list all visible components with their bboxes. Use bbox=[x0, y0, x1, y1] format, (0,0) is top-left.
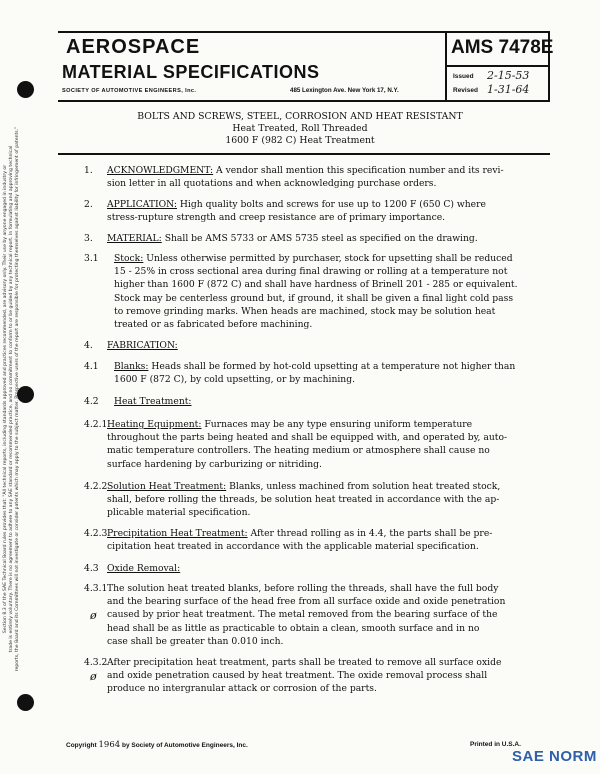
side-disclaimer-line: trade is entirely voluntary. There is no agreement to adhere to any SAE standard or recommended practice, and no commitment to conform to or be guided by any technical report. In formulating and approving technical bbox=[9, 145, 14, 653]
section-text: Stock may be centerless ground but, if ground, it shall be given a final light cold pass bbox=[114, 292, 514, 304]
section-text: High quality bolts and screws for use up to 1200 F (650 C) where bbox=[179, 199, 486, 210]
section-text: matic temperature controllers. The heating medium or atmosphere shall cause no bbox=[107, 445, 490, 457]
spec-number: AMS 7478E bbox=[451, 37, 554, 58]
side-disclaimer-line: reports, the Board and its Committees will not investigate or consider patents which may apply to the subject matter. Prospective users of the report are responsible for protecting themselves against liability for infringement of patents." bbox=[15, 126, 20, 672]
spec-number-box bbox=[445, 31, 554, 67]
revision-mark-icon: ø bbox=[90, 670, 97, 683]
section-text: case shall be greater than 0.010 inch. bbox=[107, 635, 284, 647]
revised-label: Revised bbox=[453, 87, 478, 94]
side-disclaimer bbox=[3, 79, 27, 719]
section-text: Furnaces may be any type ensuring uniform temperature bbox=[204, 419, 473, 430]
section-stock bbox=[114, 252, 564, 331]
section-oxide-removal-parts bbox=[107, 656, 567, 696]
section-precipitation-heat-treatment bbox=[107, 527, 557, 553]
section-heading: APPLICATION: bbox=[107, 199, 177, 210]
section-number: 4.3 bbox=[84, 563, 99, 574]
section-text: throughout the parts being heated and shall be equipped with, and operated by, auto- bbox=[107, 432, 508, 444]
document-title-line3: 1600 F (982 C) Heat Treatment bbox=[225, 135, 375, 146]
section-text: The solution heat treated blanks, before rolling the threads, shall have the full body bbox=[107, 583, 499, 594]
printed-notice: Printed in U.S.A. bbox=[470, 741, 521, 748]
section-number: 4.2.3 bbox=[84, 528, 108, 539]
section-text: and oxide penetration caused by heat treatment. The oxide removal process shall bbox=[107, 670, 488, 682]
document-title-line2: Heat Treated, Roll Threaded bbox=[232, 123, 368, 134]
section-number: 4.1 bbox=[84, 361, 99, 372]
issued-date: 2-15-53 bbox=[487, 69, 530, 82]
section-text: Blanks, unless machined from solution heat treated stock, bbox=[229, 481, 501, 492]
section-number: 4.2.2 bbox=[84, 481, 108, 492]
header bbox=[58, 32, 445, 100]
title-rule bbox=[58, 153, 550, 155]
section-heading: Heat Treatment: bbox=[114, 396, 192, 407]
revised-date: 1-31-64 bbox=[487, 83, 530, 96]
section-text: sion letter in all quotations and when acknowledging purchase orders. bbox=[107, 178, 437, 190]
section-text: higher than 1600 F (872 C) and shall have hardness of Brinell 201 - 285 or equivalent. bbox=[114, 279, 518, 291]
section-material bbox=[107, 232, 557, 245]
section-text: and the bearing surface of the head free from all surface oxide and oxide penetration bbox=[107, 596, 506, 608]
section-text: Unless otherwise permitted by purchaser, stock for upsetting shall be reduced bbox=[146, 253, 513, 264]
section-number: 3. bbox=[84, 233, 93, 244]
section-acknowledgment bbox=[107, 164, 557, 190]
section-text: treated or as fabricated before machining. bbox=[114, 319, 313, 331]
section-text: After precipitation heat treatment, parts shall be treated to remove all surface oxide bbox=[107, 657, 502, 668]
section-text: 1600 F (872 C), by cold upsetting, or by machining. bbox=[114, 374, 356, 386]
date-box bbox=[445, 67, 550, 101]
section-number: 4.3.2 bbox=[84, 657, 108, 668]
section-oxide-removal bbox=[107, 562, 180, 575]
section-text: Heads shall be formed by hot-cold upsetting at a temperature not higher than bbox=[151, 361, 516, 372]
section-heading: Blanks: bbox=[114, 361, 149, 372]
section-text: to remove grinding marks. When heads are machined, stock may be solution heat bbox=[114, 305, 496, 317]
society-name: SOCIETY OF AUTOMOTIVE ENGINEERS, Inc. bbox=[62, 88, 197, 94]
section-text: cipitation heat treated in accordance with the applicable material specification. bbox=[107, 541, 479, 553]
section-number: 4.3.1 bbox=[84, 583, 108, 594]
section-text: surface hardening by carburizing or nitriding. bbox=[107, 458, 322, 470]
section-heating-equipment bbox=[107, 418, 557, 471]
section-heading: MATERIAL: bbox=[107, 233, 162, 244]
section-heading: Heating Equipment: bbox=[107, 419, 202, 430]
society-address: 485 Lexington Ave. New York 17, N.Y. bbox=[290, 87, 399, 94]
section-blanks bbox=[114, 360, 564, 386]
section-text: After thread rolling as in 4.4, the parts shall be pre- bbox=[250, 528, 493, 539]
document-title-line1: BOLTS AND SCREWS, STEEL, CORROSION AND HEAT RESISTANT bbox=[137, 111, 463, 122]
copyright-notice bbox=[66, 740, 248, 750]
section-number: 4.2.1 bbox=[84, 419, 108, 430]
section-number: 3.1 bbox=[84, 253, 99, 264]
section-text: produce no intergranular attack or corrosion of the parts. bbox=[107, 683, 377, 695]
header-title-line2: MATERIAL SPECIFICATIONS bbox=[62, 62, 320, 82]
section-heat-treatment bbox=[114, 395, 192, 408]
document-title bbox=[110, 111, 490, 147]
section-text: A vendor shall mention this specification number and its revi- bbox=[216, 165, 504, 176]
copyright-owner: by Society of Automotive Engineers, Inc. bbox=[121, 742, 248, 749]
section-text: shall, before rolling the threads, be solution heat treated in accordance with the ap- bbox=[107, 494, 500, 506]
section-heading: Oxide Removal: bbox=[107, 563, 181, 574]
section-text: head shall be as little as practicable to obtain a clean, smooth surface and in no bbox=[107, 622, 480, 634]
revision-mark-icon: ø bbox=[90, 609, 97, 622]
section-text: caused by prior heat treatment. The metal removed from the bearing surface of the bbox=[107, 609, 498, 621]
header-title-line1: AEROSPACE bbox=[66, 36, 201, 58]
copyright-label: Copyright bbox=[66, 742, 97, 749]
section-oxide-removal-blanks bbox=[107, 582, 567, 648]
section-text: Shall be AMS 5733 or AMS 5735 steel as specified on the drawing. bbox=[164, 233, 478, 244]
section-text: stress-rupture strength and creep resistance are of primary importance. bbox=[107, 212, 446, 224]
section-heading: Stock: bbox=[114, 253, 144, 264]
section-number: 4.2 bbox=[84, 396, 99, 407]
section-text: 15 - 25% in cross sectional area during final drawing or rolling at a temperature not bbox=[114, 266, 508, 278]
section-heading: ACKNOWLEDGMENT: bbox=[107, 165, 214, 176]
copyright-year: 1964 bbox=[98, 740, 121, 750]
section-heading: Solution Heat Treatment: bbox=[107, 481, 227, 492]
section-heading: Precipitation Heat Treatment: bbox=[107, 528, 248, 539]
section-application bbox=[107, 198, 557, 224]
section-fabrication bbox=[107, 339, 178, 352]
side-disclaimer-line: Section 8.3 of the SAE Technical Board rules provides that: "All technical reports, including standards approved and practices recommended, are advisory only. Their use by anyone engaged in industry or bbox=[3, 164, 8, 634]
section-heading: FABRICATION: bbox=[107, 340, 178, 351]
section-number: 2. bbox=[84, 199, 93, 210]
sae-norm-logo: SAE NORM bbox=[512, 748, 597, 765]
section-text: plicable material specification. bbox=[107, 507, 251, 519]
section-number: 1. bbox=[84, 165, 93, 176]
issued-label: Issued bbox=[453, 73, 474, 80]
section-solution-heat-treatment bbox=[107, 480, 557, 520]
section-number: 4. bbox=[84, 340, 93, 351]
